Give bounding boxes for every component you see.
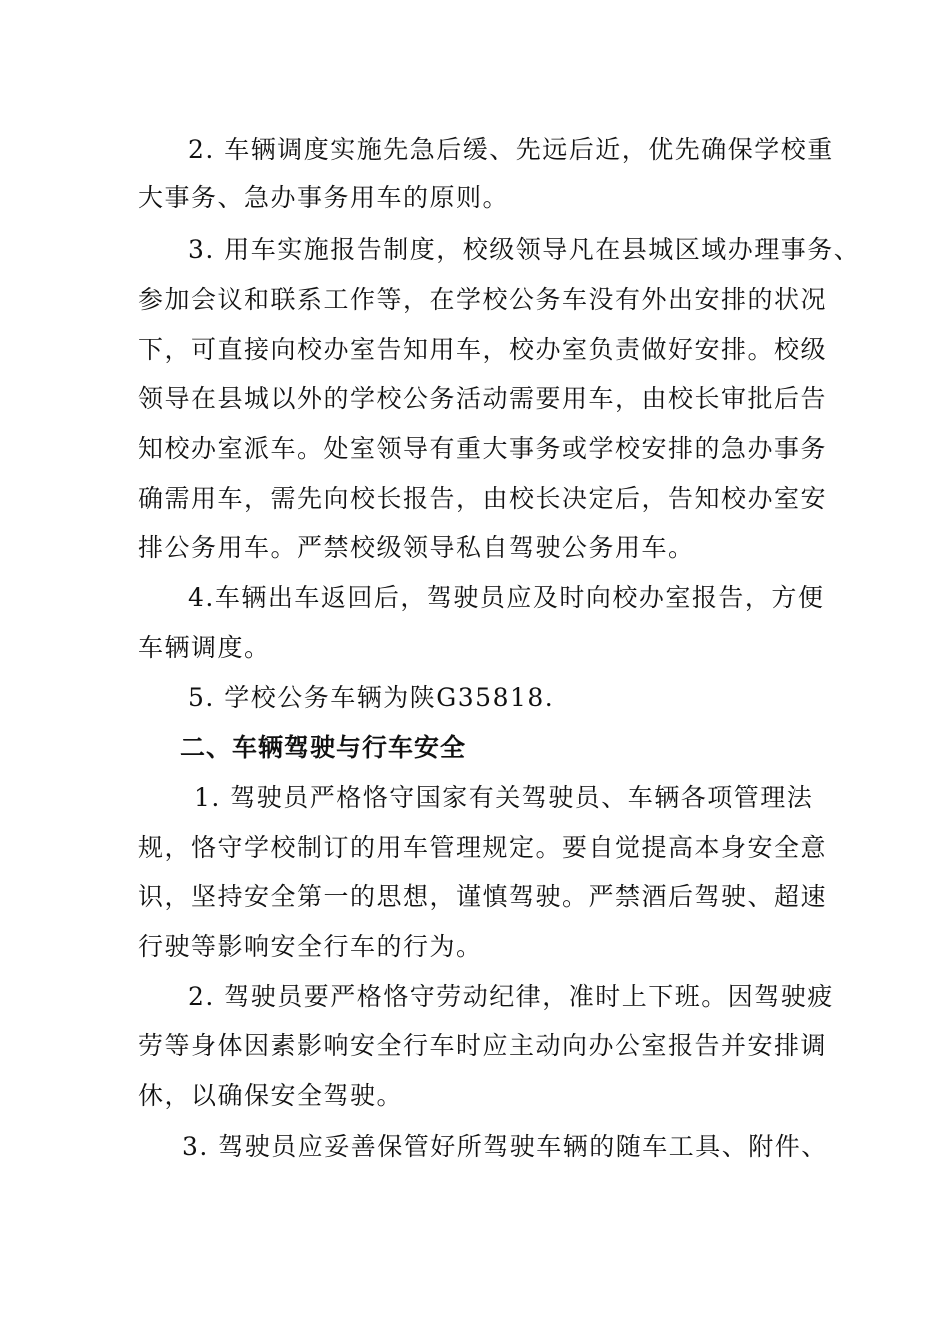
text-line: 2. 驾驶员要严格恪守劳动纪律，准时上下班。因驾驶疲 (188, 982, 834, 1011)
text-line: 规，恪守学校制订的用车管理规定。要自觉提高本身安全意 (138, 833, 828, 862)
text-line: 下，可直接向校办室告知用车，校办室负责做好安排。校级 (138, 335, 828, 364)
text-line: 大事务、急办事务用车的原则。 (138, 183, 510, 212)
text-line: 1. 驾驶员严格恪守国家有关驾驶员、车辆各项管理法 (194, 783, 814, 812)
text-line: 确需用车，需先向校长报告，由校长决定后，告知校办室安 (138, 484, 828, 513)
text-line: 排公务用车。严禁校级领导私自驾驶公务用车。 (138, 533, 695, 562)
text-line: 3. 用车实施报告制度，校级领导凡在县城区域办理事务、 (188, 235, 861, 264)
text-line: 劳等身体因素影响安全行车时应主动向办公室报告并安排调 (138, 1031, 828, 1060)
section-heading: 二、车辆驾驶与行车安全 (180, 733, 467, 762)
text-line: 4.车辆出车返回后，驾驶员应及时向校办室报告，方便 (188, 583, 825, 612)
text-line: 行驶等影响安全行车的行为。 (138, 932, 483, 961)
text-line: 3. 驾驶员应妥善保管好所驾驶车辆的随车工具、附件、 (182, 1132, 828, 1161)
text-line: 参加会议和联系工作等，在学校公务车没有外出安排的状况 (138, 285, 828, 314)
text-line: 5. 学校公务车辆为陕G35818. (188, 683, 555, 712)
text-line: 识，坚持安全第一的思想，谨慎驾驶。严禁酒后驾驶、超速 (138, 882, 828, 911)
text-line: 休，以确保安全驾驶。 (138, 1081, 404, 1110)
text-line: 知校办室派车。处室领导有重大事务或学校安排的急办事务 (138, 434, 828, 463)
text-line: 2. 车辆调度实施先急后缓、先远后近，优先确保学校重 (188, 135, 834, 164)
text-line: 车辆调度。 (138, 633, 271, 662)
text-line: 领导在县城以外的学校公务活动需要用车，由校长审批后告 (138, 384, 828, 413)
